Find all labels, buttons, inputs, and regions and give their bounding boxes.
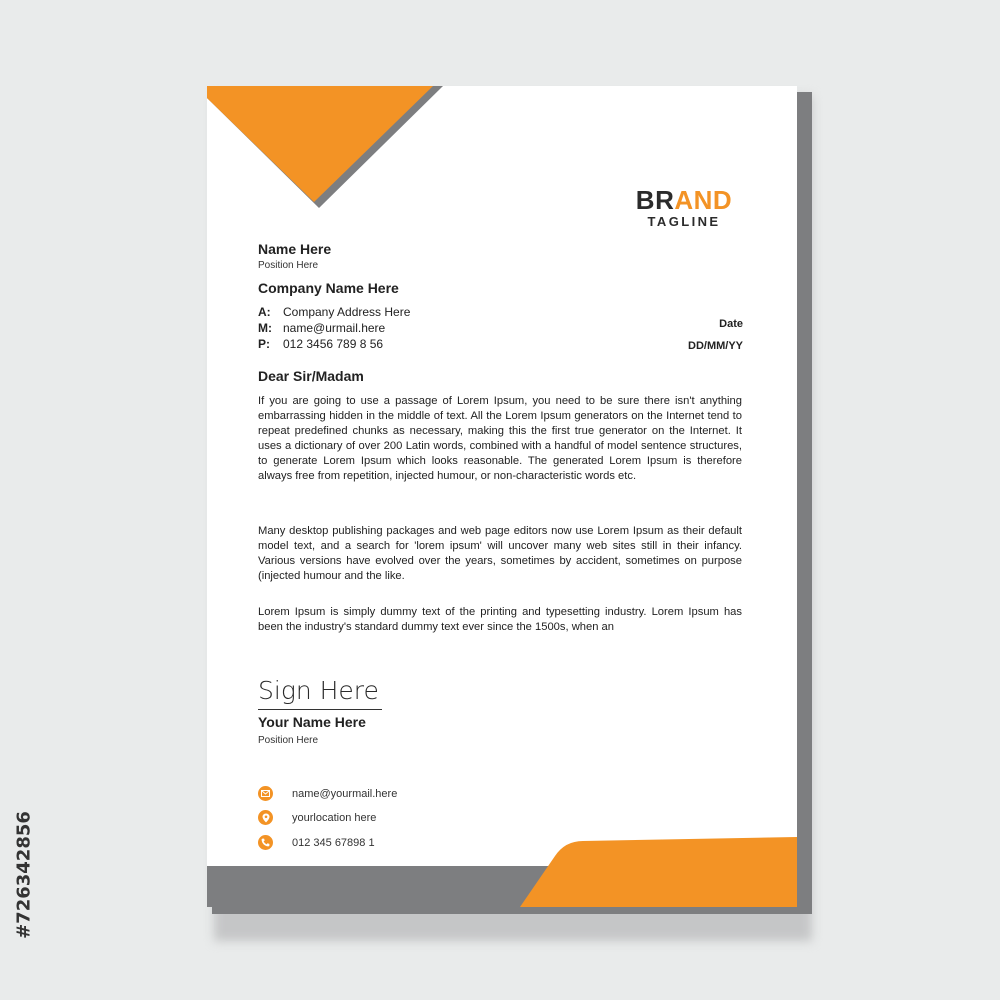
mail-row	[258, 320, 410, 336]
letterhead-page	[207, 86, 797, 907]
footer-email	[258, 786, 397, 801]
body-paragraph-3: Lorem Ipsum is simply dummy text of the printing and typesetting industry. Lorem Ipsum has been the industry's standard dummy text ever since the 1500s, when an	[258, 606, 742, 633]
sender-position: Position Here	[258, 260, 319, 271]
phone-row	[258, 336, 410, 352]
brand-tagline: TAGLINE	[647, 214, 721, 229]
stock-id	[2, 755, 46, 995]
date-label: Date	[719, 318, 743, 330]
brand-logo	[625, 186, 743, 230]
signer-name: Your Name Here	[258, 714, 366, 730]
bottom-decoration	[207, 833, 797, 907]
mail-value: name@urmail.here	[283, 321, 386, 335]
sender-contact	[258, 304, 410, 352]
location-icon	[258, 810, 273, 825]
greeting: Dear Sir/Madam	[258, 368, 364, 384]
address-label: A:	[258, 305, 271, 319]
footer-location-text: yourlocation here	[292, 811, 377, 824]
company-name: Company Name Here	[258, 280, 399, 296]
top-corner-decoration	[207, 86, 447, 211]
phone-label: P:	[258, 337, 270, 351]
brand-name-dark: BR	[635, 185, 675, 215]
footer-email-text: name@yourmail.here	[292, 787, 398, 800]
mail-icon	[258, 786, 273, 801]
signature: Sign Here	[258, 676, 379, 705]
signature-line	[258, 709, 382, 710]
brand-name	[625, 186, 743, 214]
footer-location	[258, 810, 376, 825]
stock-id-text: #726342856	[13, 811, 35, 939]
footer-phone-text: 012 345 67898 1	[292, 836, 375, 849]
signer-position: Position Here	[258, 735, 319, 746]
body-paragraph-2: Many desktop publishing packages and web page editors now use Lorem Ipsum as their default model text, and a search for 'lorem ipsum' will uncover many web sites still in their infancy. Various versions have evolved over the years, sometimes by accident, sometimes on purpose (injected humour and the like.	[258, 525, 742, 582]
sender-name: Name Here	[258, 241, 332, 257]
brand-name-accent: AND	[674, 185, 733, 215]
address-value: Company Address Here	[283, 305, 411, 319]
body-paragraph-1: If you are going to use a passage of Lorem Ipsum, you need to be sure there isn't anything embarrassing hidden in the middle of text. All the Lorem Ipsum generators on the Internet tend to repeat predefined chunks as necessary, making this the first true generator on the Internet. It uses a dictionary of over 200 Latin words, combined with a handful of model sentence structures, to generate Lorem Ipsum which looks reasonable. The generated Lorem Ipsum is therefore always free from repetition, injected humour, or non-characteristic words etc.	[258, 395, 742, 482]
address-row	[258, 304, 410, 320]
mail-label: M:	[258, 321, 272, 335]
phone-value: 012 3456 789 8 56	[283, 337, 384, 351]
date-value: DD/MM/YY	[688, 340, 743, 352]
